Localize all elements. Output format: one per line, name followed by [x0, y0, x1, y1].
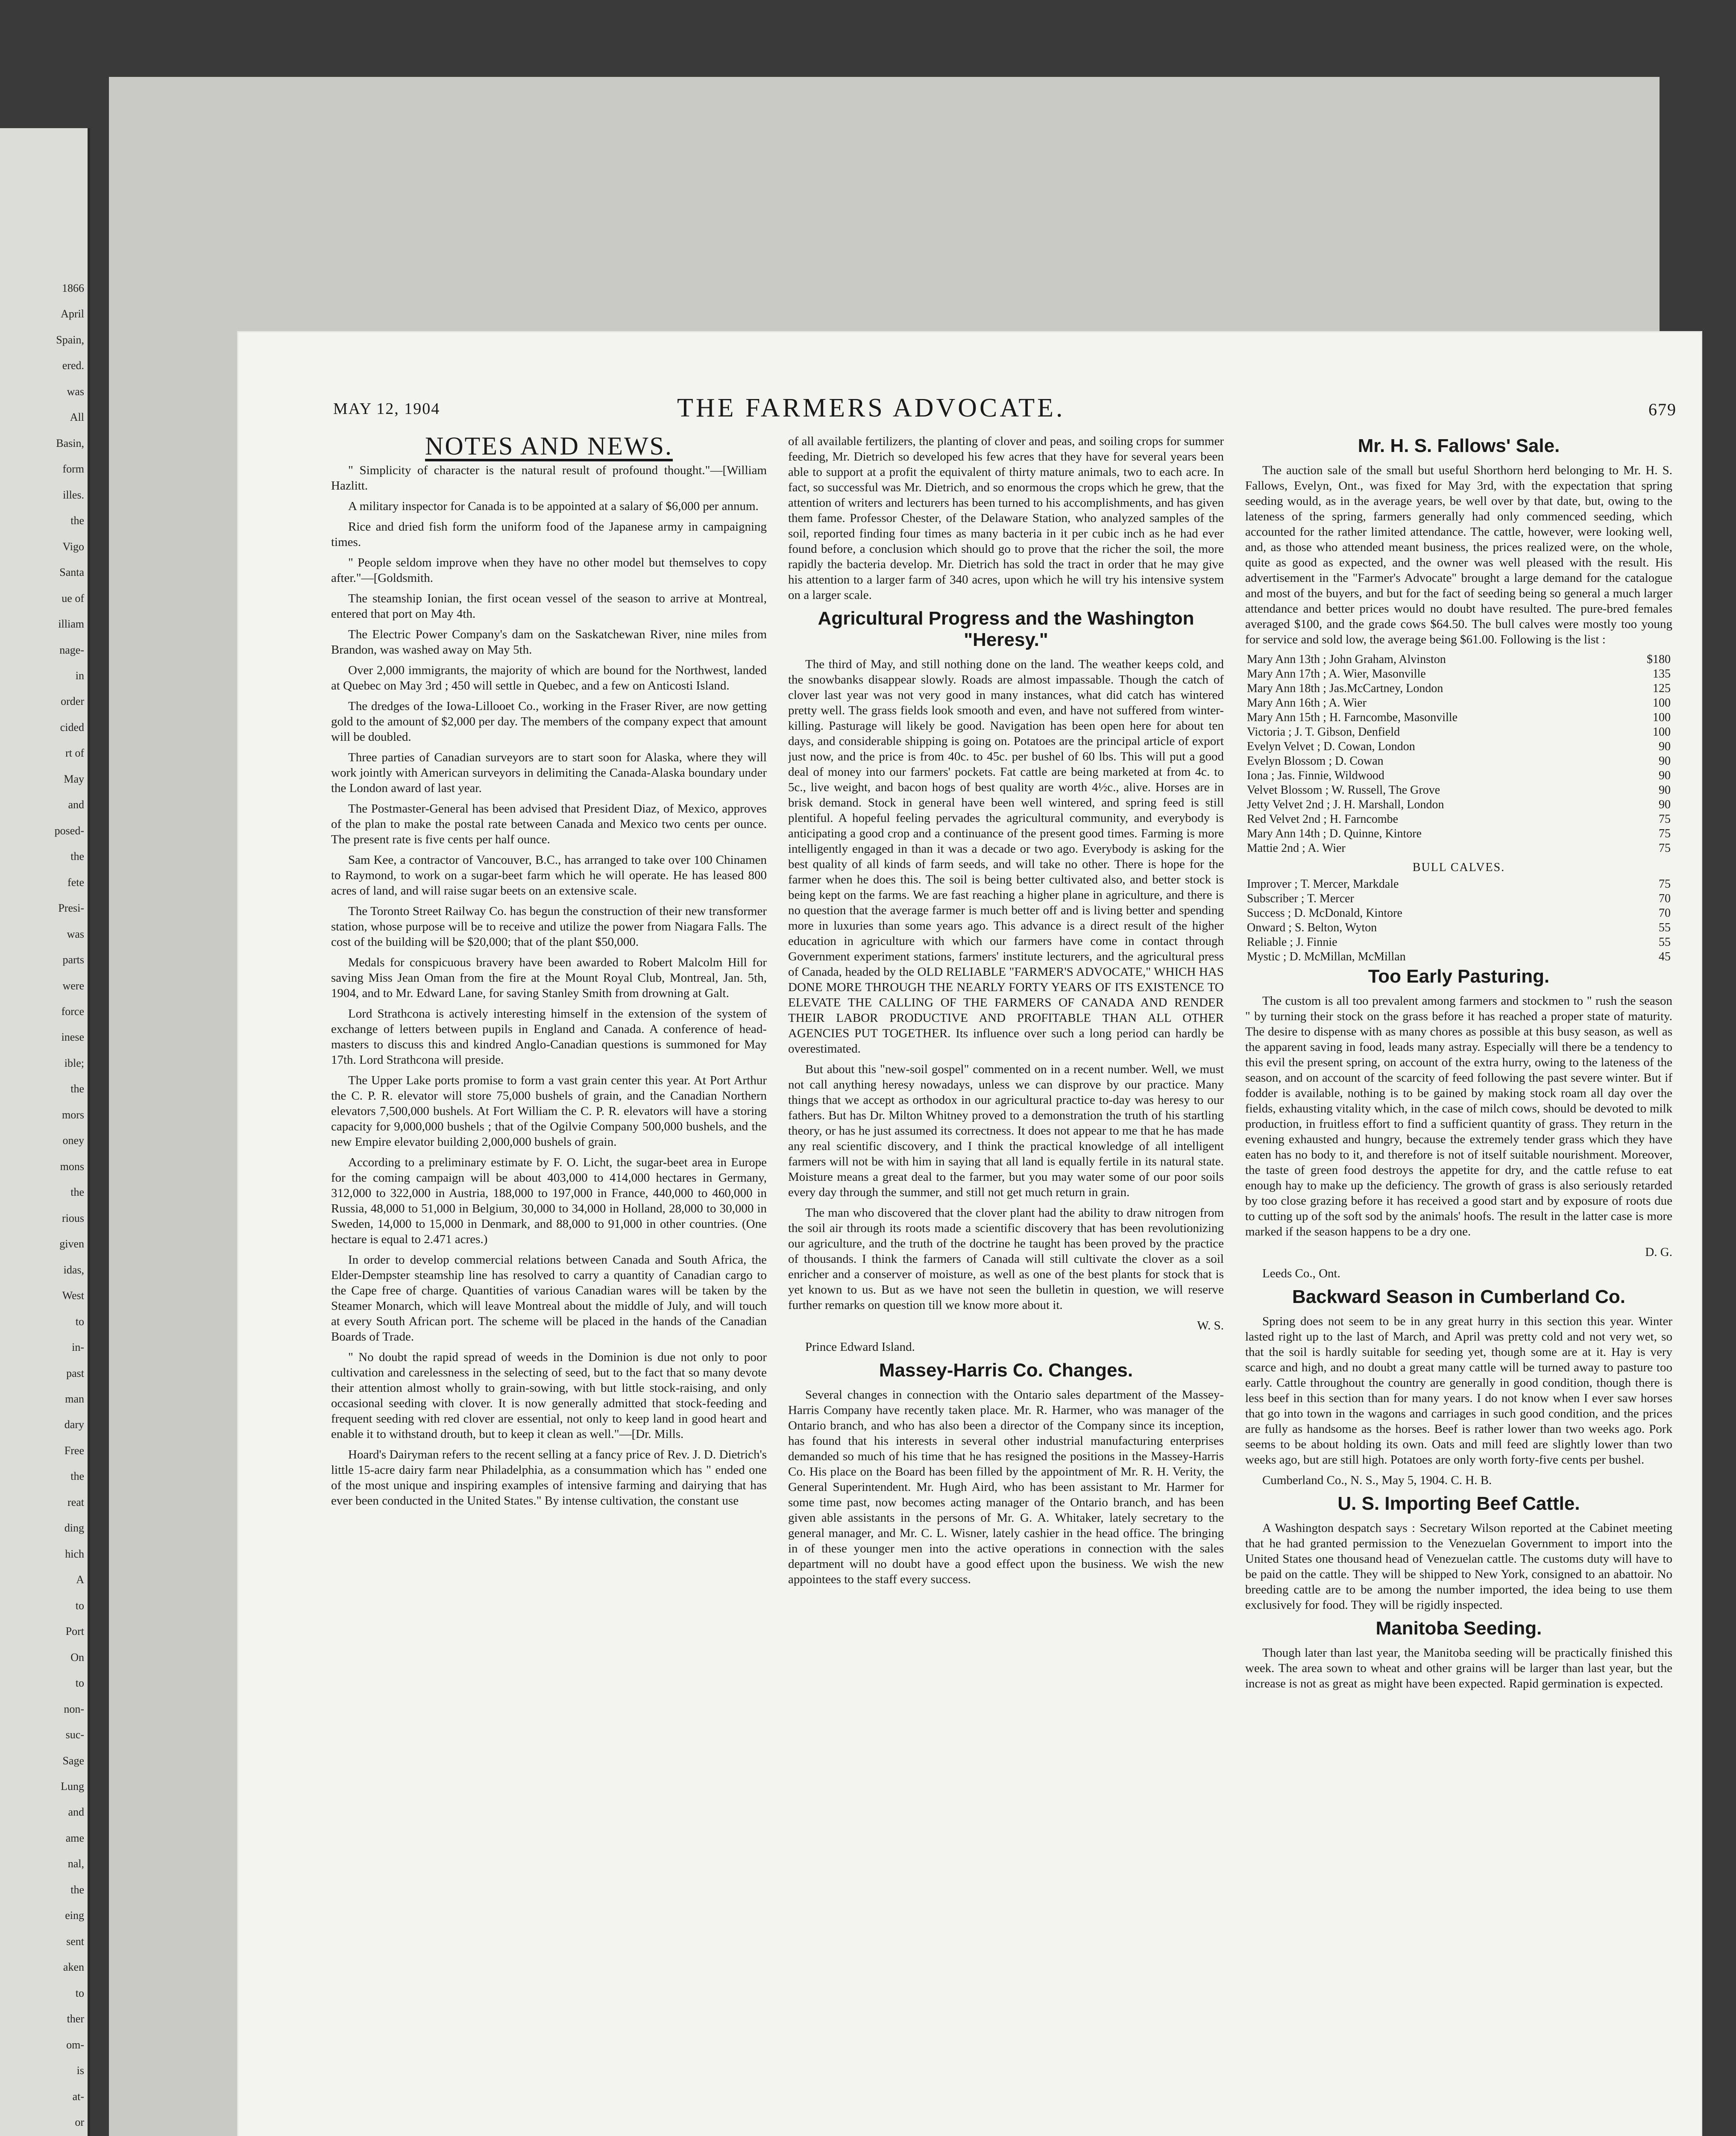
article-signature: W. S.: [1197, 1319, 1224, 1332]
margin-fragment: in-: [72, 1341, 84, 1354]
sale-item: Mary Ann 17th ; A. Wier, Masonville: [1247, 667, 1426, 681]
margin-fragment: order: [61, 695, 84, 708]
margin-fragment: Free: [64, 1444, 84, 1457]
article-signature: Cumberland Co., N. S., May 5, 1904. C. H. B.: [1262, 1473, 1492, 1487]
sale-item: Success ; D. McDonald, Kintore: [1247, 907, 1402, 920]
sale-item: Iona ; Jas. Finnie, Wildwood: [1247, 769, 1384, 782]
margin-fragment: Vigo: [62, 540, 84, 553]
margin-fragment: ered.: [62, 359, 84, 372]
sale-row: [1245, 812, 1672, 827]
sale-price: 90: [1659, 740, 1671, 753]
news-item: The Postmaster-General has been advised that President Diaz, of Mexico, approves of the plan to make the postal rate between Canada and Mexico two cents per ounce. The present rate is five cents per half ounce.: [331, 802, 767, 846]
manitoba-seeding-heading: Manitoba Seeding.: [1375, 1618, 1542, 1639]
margin-fragment: past: [66, 1367, 84, 1379]
margin-fragment: On: [70, 1651, 84, 1664]
margin-fragment: reat: [67, 1496, 84, 1508]
news-item: Lord Strathcona is actively interesting himself in the extension of the system of exchange of letters between pupils in England and Canada. A conference of head-masters to discuss this and kindred Anglo-Canadian questions is summoned for May 17th. Lord Strathcona will preside.: [331, 1007, 767, 1067]
massey-harris-body: Several changes in connection with the Ontario sales department of the Massey-Harris Company have recently taken place. Mr. R. Harmer, who was manager of the Ontario branch, and who has also been a director of the Company since its inception, has found that his interests in several other industrial manufacturing enterprises demanded so much of his time that he has resigned the positions in the Massey-Harris Co. His place on the Board has been filled by the appointment of Mr. R. H. Verity, the General Superintendent. Mr. Hugh Aird, who has been assistant to Mr. Harmer for some time past, now becomes acting manager of the Ontario branch, and has been given able assistants in the persons of Mr. G. A. Whitaker, lately secretary to the general manager, and Mr. C. L. Wisner, lately cashier in the head office. The bringing in of these younger men into the active operations in connection with the sales department will no doubt have a good effect upon the business. We wish the new appointees to the staff every success.: [788, 1388, 1224, 1586]
sale-row: [1245, 652, 1672, 667]
sale-item: Mary Ann 18th ; Jas.McCartney, London: [1247, 682, 1443, 695]
sale-price: 55: [1659, 921, 1671, 934]
newspaper-page: [237, 331, 1702, 2136]
margin-fragment: at-: [72, 2090, 84, 2103]
margin-fragment: was: [67, 927, 84, 940]
sale-price: 125: [1653, 682, 1671, 695]
margin-fragment: parts: [62, 954, 84, 966]
margin-fragment: the: [70, 514, 84, 527]
sale-price: 90: [1659, 754, 1671, 768]
article-place: Leeds Co., Ont.: [1262, 1267, 1340, 1280]
margin-fragment: Port: [65, 1625, 84, 1638]
margin-fragment: the: [70, 1083, 84, 1095]
scan-background: [109, 77, 1677, 2136]
sale-item: Mystic ; D. McMillan, McMillan: [1247, 950, 1406, 963]
margin-fragment: Lung: [61, 1780, 84, 1793]
article-paragraph: The third of May, and still nothing done on the land. The weather keeps cold, and the snowbanks disappear slowly. Roads are almost impassable. Though the catch of clover last year was not very good in many instances, what did catch has wintered pretty well. The grass fields look smooth and even, and have not suffered from winter-killing. Pasturage will likely be good. Navigation has been open here for about ten days, and considerable shipping is going on. Potatoes are the principal article of export just now, and the price is from 40c. to 45c. per bushel of 60 lbs. This will put a good deal of money into our farmers' pockets. Fat cattle are being marketed at from 4c. to 5c., live weight, and bacon hogs of best quality are worth 4½c., alive. Horses are in brisk demand. Stock in general have been well wintered, and spring feed is still plentiful. A hopeful feeling pervades the agricultural community, and everybody is anticipating a good crop and a continuance of the present good times. Farming is more intelligently engaged in than it was a decade or two ago. Everybody is asking for the best quality of all kinds of farm seeds, and will take no other. There is hope for the farmer when he does this. The soil is being better cultivated also, and better stock is being kept on the farms. We are fast reaching a higher plane in agriculture, and there is no question that the average farmer is much better off and is living better and spending more in luxuries than some years ago. This advance is a direct result of the higher education in agriculture with which our farmers have come in contact through Government experiment stations, farmers' institute lecturers, and the agricultural press of Canada, headed by the OLD RELIABLE "FARMER'S ADVOCATE," WHICH HAS DONE MORE THROUGH THE NEARLY FORTY YEARS OF ITS EXISTENCE TO ELEVATE THE CALLING OF THE FARMERS OF CANADA AND RENDER THEIR LABOR PRODUCTIVE AND PROFITABLE THAN ALL OTHER AGENCIES PUT TOGETHER. Its influence over such a long period can hardly be overestimated.: [788, 657, 1224, 1056]
sale-item: Evelyn Velvet ; D. Cowan, London: [1247, 740, 1415, 753]
backward-season-heading: Backward Season in Cumberland Co.: [1292, 1286, 1625, 1307]
margin-fragment: dary: [64, 1418, 84, 1431]
sale-item: Onward ; S. Belton, Wyton: [1247, 921, 1377, 934]
margin-fragment: man: [65, 1393, 84, 1405]
sale-price: 70: [1659, 907, 1671, 920]
margin-fragment: All: [70, 411, 84, 424]
margin-fragment: Spain,: [56, 333, 84, 346]
margin-fragment: force: [61, 1005, 84, 1018]
sale-price: 100: [1653, 711, 1671, 724]
sale-price: 75: [1659, 813, 1671, 826]
margin-fragment: to: [75, 1599, 84, 1612]
sale-price: 75: [1659, 877, 1671, 891]
sale-item: Red Velvet 2nd ; H. Farncombe: [1247, 813, 1399, 826]
bull-calves-subheading: BULL CALVES.: [1412, 861, 1505, 874]
news-item: The dredges of the Iowa-Lillooet Co., working in the Fraser River, are now getting gold to the amount of $2,000 per day. The members of the company expect that amount will be doubled.: [331, 699, 767, 744]
margin-fragment: in: [75, 669, 84, 682]
header-title: THE FARMERS ADVOCATE.: [677, 393, 1065, 423]
sale-price: 90: [1659, 783, 1671, 797]
margin-fragment: Santa: [59, 566, 84, 579]
margin-fragment: om-: [66, 2038, 84, 2051]
news-item: According to a preliminary estimate by F. O. Licht, the sugar-beet area in Europe for the coming campaign will be about 403,000 to 414,000 hectares in Germany, 312,000 to 322,000 in Austria, 188,000 to 197,000 in France, 440,000 to 460,000 in Russia, 48,000 to 51,000 in Belgium, 30,000 to 34,000 in Holland, 28,000 to 30,000 in Sweden, 14,000 to 15,000 in Denmark, and 88,000 to 91,000 in other countries. (One hectare is equal to 2.471 acres.): [331, 1156, 767, 1246]
news-item: " People seldom improve when they have no other model but themselves to copy after."—[Goldsmith.: [331, 556, 767, 585]
us-importing-cattle-heading: U. S. Importing Beef Cattle.: [1337, 1493, 1580, 1514]
sale-price: 45: [1659, 950, 1671, 963]
news-item: In order to develop commercial relations between Canada and South Africa, the Elder-Dempster steamship line has resolved to carry a quantity of Canadian cargo to the Cape free of charge. Quantities of various Canadian wares will be taken by the Steamer Monarch, which will leave Montreal about the middle of July, and will touch at every South African port. The scheme will be placed in the hands of the Canadian Boards of Trade.: [331, 1253, 767, 1344]
margin-fragment: West: [62, 1289, 84, 1302]
margin-fragment: to: [75, 1315, 84, 1328]
sale-item: Jetty Velvet 2nd ; J. H. Marshall, London: [1247, 798, 1444, 811]
news-item: Sam Kee, a contractor of Vancouver, B.C., has arranged to take over 100 Chinamen to Raymond, to work on a sugar-beet farm which he will operate. He has leased 800 acres of land, and will raise sugar beets on an extensive scale.: [331, 853, 767, 898]
margin-fragment: the: [70, 1470, 84, 1483]
margin-fragment: illiam: [58, 618, 84, 631]
manitoba-seeding-body: Though later than last year, the Manitoba seeding will be practically finished this week. The area sown to wheat and other grains will be larger than last year, but the increase is not as great as might have been expected. Rapid germination is expected.: [1245, 1646, 1672, 1690]
sale-price: 90: [1659, 769, 1671, 782]
fallows-sale-intro: The auction sale of the small but useful Shorthorn herd belonging to Mr. H. S. Fallows, Evelyn, Ont., was fixed for May 3rd, with the expectation that spring seeding would, as in the average years, be well over by that date, but, owing to the lateness of the spring, farmers generally had only commenced seeding, which accounted for the rather limited attendance. The cattle, however, were looking well, and, as those who attended meant business, the prices realized were, on the whole, quite as good as expected, and the owner was well pleased with the result. His advertisement in the "Farmer's Advocate" brought a large demand for the catalogue and most of the buyers, and but for the fact of seeding being so general a much larger attendance and better prices would no doubt have resulted. The pure-bred females averaged $100, and the grade cows $64.50. The bull calves were mostly too young for service and sold low, the average being $61.00. Following is the list :: [1245, 464, 1672, 646]
bull-calves-table: [1245, 877, 1672, 964]
sale-item: Evelyn Blossom ; D. Cowan: [1247, 754, 1384, 768]
sale-price: 70: [1659, 892, 1671, 905]
news-item: " No doubt the rapid spread of weeds in the Dominion is due not only to poor cultivation and carelessness in the selecting of seed, but to the fact that so many devote their attention almost wholly to grain-sowing, with but little stock-raising, and only occasional seeding with clover. It is now generally admitted that stock-feeding and frequent seeding with red clover are essential, not only to keep land in good heart and enable it to withstand drouth, but to keep it clean as well."—[Dr. Mills.: [331, 1350, 767, 1441]
margin-fragment: sent: [66, 1935, 84, 1948]
margin-fragment: to: [75, 1677, 84, 1690]
margin-fragment: April: [61, 308, 84, 320]
agricultural-progress-heading: Agricultural Progress and the Washington "Heresy.": [818, 608, 1194, 650]
margin-fragment: ue of: [62, 592, 84, 604]
sale-row: [1245, 696, 1672, 710]
sale-item: Mary Ann 13th ; John Graham, Alvinston: [1247, 653, 1446, 666]
sale-row: [1245, 935, 1672, 950]
sale-row: [1245, 710, 1672, 725]
margin-fragment: non-: [64, 1702, 84, 1715]
margin-fragment: Sage: [62, 1754, 84, 1767]
margin-fragment: was: [67, 385, 84, 398]
sale-price: 55: [1659, 936, 1671, 949]
margin-fragment: inese: [61, 1031, 84, 1044]
margin-fragment: hich: [65, 1547, 84, 1560]
sale-item: Mary Ann 15th ; H. Farncombe, Masonville: [1247, 711, 1458, 724]
margin-fragment: mons: [60, 1160, 84, 1173]
margin-fragment: or: [75, 2116, 84, 2129]
notes-and-news-body: [331, 463, 767, 1508]
too-early-pasturing-heading: Too Early Pasturing.: [1368, 966, 1550, 987]
news-item: " Simplicity of character is the natural result of profound thought."—[William Hazlitt.: [331, 464, 767, 493]
margin-fragment: the: [70, 1186, 84, 1199]
margin-fragment: aken: [63, 1961, 84, 1974]
sale-row: [1245, 877, 1672, 892]
news-item: The Toronto Street Railway Co. has begun the construction of their new transformer station, whose purpose will be to receive and utilize the power from Niagara Falls. The cost of the building will be $20,000; that of the plant $50,000.: [331, 904, 767, 949]
sale-results-table: [1245, 652, 1672, 856]
sale-price: $180: [1647, 653, 1671, 666]
massey-harris-heading: Massey-Harris Co. Changes.: [879, 1360, 1133, 1381]
sale-item: Improver ; T. Mercer, Markdale: [1247, 877, 1399, 891]
previous-page-margin: [0, 128, 90, 2136]
margin-fragment: were: [62, 979, 84, 992]
sale-item: Victoria ; J. T. Gibson, Denfield: [1247, 725, 1400, 739]
margin-fragment: 1866: [62, 282, 84, 294]
margin-fragment: fete: [67, 876, 84, 889]
agricultural-progress-body: [788, 657, 1224, 1313]
margin-fragment: given: [59, 1238, 84, 1250]
sale-price: 90: [1659, 798, 1671, 811]
margin-fragment: A: [76, 1573, 84, 1586]
sale-item: Subscriber ; T. Mercer: [1247, 892, 1354, 905]
column-2: [788, 434, 1224, 2136]
sale-row: [1245, 754, 1672, 769]
news-item: Three parties of Canadian surveyors are to start soon for Alaska, where they will work jointly with American surveyors in delimiting the Canada-Alaska boundary under the London award of last year.: [331, 751, 767, 795]
sale-item: Mary Ann 16th ; A. Wier: [1247, 696, 1367, 710]
fallows-sale-heading: Mr. H. S. Fallows' Sale.: [1358, 435, 1560, 456]
too-early-pasturing-body: The custom is all too prevalent among farmers and stockmen to " rush the season " by turning their stock on the grass before it has reached a proper state of maturity. The desire to dispense with as many chores as possible at this busy season, as well as the apparent saving in food, leads many astray. Especially will there be a tendency to this evil the present spring, on account of the extra hurry, owing to the lateness of the season, and on account of the scarcity of feed following the past severe winter. But if fodder is available, nothing is to be gained by making stock roam all day over the fields, exhausting vitality which, in the case of milch cows, should be devoted to milk production, in fruitless effort to find a sufficient quantity of grass. They return in the evening exhausted and hungry, because the extremely tender grass which they have eaten has no body to it, and therefore is not of itself suitable nourishment. Moreover, the taste of green food destroys the appetite for dry, and the cattle refuse to eat enough hay to make up the deficiency. The growth of grass is also seriously retarded by too close grazing before it has received a good start and by exposure of roots due to cutting up of the soft sod by the animals' hoofs. The result in the latter case is more marked if the season happens to be a dry one.: [1245, 994, 1672, 1238]
header-page-number: 679: [1648, 400, 1677, 419]
column-1: [331, 434, 767, 2136]
margin-fragment: rt of: [65, 747, 84, 760]
sale-row: [1245, 798, 1672, 812]
news-item: Medals for conspicuous bravery have been awarded to Robert Malcolm Hill for saving Miss Jean Oman from the fire at the Mount Royal Club, Montreal, Jan. 5th, 1904, and to Mr. Edward Lane, for saving Stanley Smith from drowning at Galt.: [331, 956, 767, 1000]
margin-fragment: form: [62, 463, 84, 475]
sale-row: [1245, 841, 1672, 856]
sale-row: [1245, 667, 1672, 681]
sale-item: Velvet Blossom ; W. Russell, The Grove: [1247, 783, 1440, 797]
article-paragraph: The man who discovered that the clover plant had the ability to draw nitrogen from the soil air through its roots made a scientific discovery that has been revolutionizing our agriculture, and the truth of the doctrine he taught has been proved by the practice of thousands. I think the farmers of Canada will still cultivate the clover as a soil enricher and a conserver of moisture, as well as one of the best plants for stock that is yet known to us. But as we have not seen the bulletin in question, we will reserve further remarks on question till we know more about it.: [788, 1206, 1224, 1312]
margin-fragment: eing: [65, 1909, 84, 1922]
margin-fragment: oney: [62, 1134, 84, 1147]
margin-fragment: Presi-: [58, 902, 84, 915]
sale-row: [1245, 783, 1672, 798]
margin-fragment: illes.: [63, 488, 84, 501]
margin-fragment: May: [64, 772, 84, 785]
backward-season-body: Spring does not seem to be in any great hurry in this section this year. Winter lasted right up to the last of March, and April was pretty cold and not very wet, so that the soil is hardly suitable for seeding yet, though some are at it. Hay is very scarce and high, and no doubt a great many cattle will be turned away to pasture too early. Cattle throughout the country are generally in good condition, though there is less beef in this section than for many years. I do not know when I ever saw horses that go into town in the wagons and carriages in such good condition, and the prices are fully as handsome as the horses. Beef is rather lower than two weeks ago. Pork seems to be about holding its own. Oats and mill feed are slightly lower than two weeks ago, but are still high. Potatoes are only worth forty-five cents per bushel.: [1245, 1314, 1672, 1467]
dietrich-continuation: of all available fertilizers, the planting of clover and peas, and soiling crops for summer feeding, Mr. Dietrich so developed his few acres that they have for several years been able to support at a profit the equivalent of thirty mature animals, two to each acre. In fact, so successful was Mr. Dietrich, and so enormous the crops which he grew, that the attention of writers and lecturers has been turned to his accomplishments, and has given them fame. Professor Chester, of the Delaware Station, who analyzed samples of the soil, reported finding four times as many bacteria in it per cubic inch as he had ever found before, a conclusion which should go to prove that the richer the soil, the more rapidly the bacteria develop. Mr. Dietrich has sold the tract in order that he may give his attention to a larger farm of 340 acres, upon which he will try his intensive system on a larger scale.: [788, 434, 1224, 602]
sale-price: 100: [1653, 725, 1671, 739]
sale-row: [1245, 906, 1672, 921]
sale-row: [1245, 892, 1672, 906]
margin-fragment: and: [68, 798, 84, 811]
sale-price: 100: [1653, 696, 1671, 710]
sale-price: 75: [1659, 842, 1671, 855]
margin-fragment: the: [70, 850, 84, 863]
column-3: [1245, 434, 1672, 2136]
margin-fragment: cided: [60, 721, 84, 734]
sale-row: [1245, 769, 1672, 783]
margin-fragment: suc-: [65, 1728, 84, 1741]
us-importing-cattle-body: A Washington despatch says : Secretary Wilson reported at the Cabinet meeting that he had granted permission to the Venezuelan Government to import into the United States one thousand head of Venezuelan cattle. The customs duty will have to be paid on the cattle. They will be shipped to New York, consigned to an abattoir. No breeding cattle are to be among the number imported, the idea being to use them exclusively for food. They will be rigidly inspected.: [1245, 1521, 1672, 1612]
margin-fragment: idas,: [63, 1263, 84, 1276]
sale-price: 75: [1659, 827, 1671, 840]
sale-row: [1245, 725, 1672, 739]
sale-row: [1245, 681, 1672, 696]
margin-fragment: the: [70, 1883, 84, 1896]
sale-item: Mattie 2nd ; A. Wier: [1247, 842, 1346, 855]
margin-fragment: is: [76, 2064, 84, 2077]
margin-fragment: and: [68, 1806, 84, 1819]
margin-fragment: ther: [67, 2013, 84, 2025]
news-item: Over 2,000 immigrants, the majority of which are bound for the Northwest, landed at Quebec on May 3rd ; 450 will settle in Quebec, and a few on Anticosti Island.: [331, 663, 767, 692]
news-item: Rice and dried fish form the uniform food of the Japanese army in campaigning times.: [331, 520, 767, 549]
article-place: Prince Edward Island.: [805, 1340, 915, 1354]
margin-fragment: posed-: [54, 824, 84, 837]
margin-fragment: rious: [62, 1212, 84, 1224]
sale-item: Mary Ann 14th ; D. Quinne, Kintore: [1247, 827, 1422, 840]
news-item: The Electric Power Company's dam on the Saskatchewan River, nine miles from Brandon, was washed away on May 5th.: [331, 628, 767, 657]
margin-fragment: nage-: [59, 643, 84, 656]
sale-row: [1245, 950, 1672, 964]
header-date: MAY 12, 1904: [333, 400, 440, 418]
margin-fragment: nal,: [67, 1857, 84, 1870]
sale-row: [1245, 739, 1672, 754]
sale-row: [1245, 921, 1672, 935]
margin-fragment: mors: [62, 1108, 84, 1121]
sale-item: Reliable ; J. Finnie: [1247, 936, 1337, 949]
sale-price: 135: [1653, 667, 1671, 681]
margin-fragment: ding: [64, 1522, 84, 1535]
sale-row: [1245, 827, 1672, 841]
news-item: A military inspector for Canada is to be appointed at a salary of $6,000 per annum.: [348, 499, 759, 513]
news-item: Hoard's Dairyman refers to the recent selling at a fancy price of Rev. J. D. Dietrich's little 15-acre dairy farm near Philadelphia, as a consummation which has " ended one of the most unique and inspiring examples of intensive farming and dairying that has ever been conducted in the United States." By intense cultivation, the constant use: [331, 1448, 767, 1508]
margin-fragment: to: [75, 1986, 84, 1999]
article-paragraph: But about this "new-soil gospel" commented on in a recent number. Well, we must not call anything heresy nowadays, unless we can disprove by our practice. Many things that we accept as orthodox in our agricultural practice to-day was heresy to our fathers. But has Dr. Milton Whitney proved to a demonstration the truth of his startling theory, or has he just assumed its correctness. It does not appear to me that he has made any real scientific discovery, and I think the practical knowledge of all intelligent farmers will not be with him in saying that all land is equally fertile in its natural state. Moisture means a great deal to the farmer, but you may water some of our poor soils every day through the summer, and still not get much return in grain.: [788, 1062, 1224, 1199]
news-item: The steamship Ionian, the first ocean vessel of the season to arrive at Montreal, entered that port on May 4th.: [331, 592, 767, 621]
article-signature: D. G.: [1645, 1245, 1672, 1259]
margin-fragment: ible;: [64, 1056, 84, 1069]
notes-and-news-heading: NOTES AND NEWS.: [425, 434, 673, 460]
margin-fragment: Basin,: [56, 437, 84, 449]
margin-fragment: ame: [65, 1831, 84, 1844]
news-item: The Upper Lake ports promise to form a vast grain center this year. At Port Arthur the C. P. R. elevator will store 75,000 bushels of grain, and the Canadian Northern elevators 7,500,000 bushels. At Fort William the C. P. R. elevators will have a storing capacity for 9,000,000 bushels ; that of the Ogilvie Company 500,000 bushels, and the new Empire elevator building 2,000,000 bushels of grain.: [331, 1074, 767, 1149]
